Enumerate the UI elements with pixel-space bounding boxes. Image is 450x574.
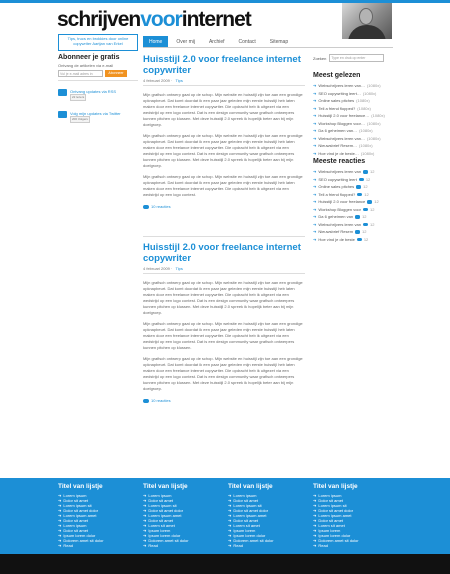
blog-post [143, 242, 305, 403]
arrow-icon: ➔ [228, 493, 232, 498]
post-paragraph: Mijn grafisch ontwerp gaat op de schop. Mijn website en huisstijl zijn toe aan een grondige opknapbeurt. Dat komt doordat ik een paar jaar geleden mijn eerste huisstijl heb laten maken door een freelance internet copywriter. Die opdracht heb ik uitgezet via een wedstrijd op een logo contest. [143, 174, 303, 197]
item-label: Tell a friend flopped? [318, 191, 356, 197]
footer-link-label: Dolor sit amet [148, 518, 174, 523]
arrow-icon: ➔ [313, 523, 317, 528]
search-input[interactable]: Type en druk op enter [329, 54, 384, 62]
author-portrait-image [342, 3, 392, 39]
twitter-feed-link[interactable] [58, 111, 121, 123]
arrow-icon: ➔ [228, 513, 232, 518]
footer-link-label: Lorem sit amet [318, 523, 345, 528]
arrow-icon: ➔ [313, 508, 317, 513]
footer-link[interactable] [228, 543, 274, 548]
most-comments-item[interactable] [313, 236, 379, 244]
subscribe-button[interactable]: Abonneer [105, 70, 127, 77]
arrow-icon: ➔ [143, 513, 147, 518]
footer-list [58, 493, 104, 548]
most-comments-list [313, 168, 379, 243]
arrow-icon: ➔ [313, 135, 317, 141]
comment-bubble-icon [367, 200, 372, 204]
item-label: Huisstijl 2.0 voor freelance [318, 199, 366, 204]
arrow-icon: ➔ [313, 90, 317, 96]
item-count: 12 [364, 191, 369, 197]
arrow-icon: ➔ [58, 523, 62, 528]
item-count: 12 [369, 206, 375, 212]
most-read-item[interactable] [313, 97, 385, 105]
footer-link-label: Dolor sit amet [63, 518, 89, 523]
comment-bubble-icon [143, 205, 149, 209]
footer-link-label: Read [148, 543, 158, 548]
subscribe-title: Abonneer je gratis [58, 54, 120, 61]
comment-bubble-icon [363, 223, 368, 227]
footer-link-label: Dolor sit amet [148, 498, 174, 503]
arrow-icon: ➔ [313, 543, 317, 548]
item-count: (1080x) [357, 105, 371, 111]
arrow-icon: ➔ [58, 528, 62, 533]
most-read-item[interactable] [313, 105, 385, 113]
footer-link-label: Lorem ipsum amet [63, 513, 97, 518]
item-count: (1080x) [359, 143, 373, 148]
post-reactions-link[interactable] [143, 204, 305, 209]
comment-bubble-icon [355, 215, 360, 219]
arrow-icon: ➔ [143, 533, 147, 538]
blog-post [143, 54, 305, 209]
footer-link-label: Lorem ipsum [318, 493, 342, 498]
item-count: (1080x) [366, 83, 381, 88]
footer-link-label: Lorem ipsum sit [148, 503, 177, 508]
item-label: Hoe vind je de beste [318, 236, 355, 242]
most-read-item[interactable] [313, 82, 385, 90]
comment-bubble-icon [363, 170, 368, 174]
arrow-icon: ➔ [228, 518, 232, 523]
rss-icon [58, 89, 67, 96]
item-count: 12 [374, 199, 379, 204]
email-input[interactable]: Vul je e-mail adres in [58, 70, 103, 77]
comment-bubble-icon [357, 238, 362, 242]
twitter-text: Volg mijn updates via Twitter [70, 111, 121, 116]
item-label: Nieuwsbrief Resem… [318, 143, 358, 148]
arrow-icon: ➔ [143, 523, 147, 528]
arrow-icon: ➔ [143, 518, 147, 523]
post-title-link[interactable]: Huisstijl 2.0 voor freelance internet copywriter [143, 242, 301, 264]
footer-link-label: Ipsum lorem dolor [318, 533, 351, 538]
item-label: Webschrijvers leren van [318, 221, 361, 227]
arrow-icon: ➔ [58, 538, 62, 543]
arrow-icon: ➔ [313, 143, 317, 148]
footer-column [58, 483, 104, 548]
footer-link-label: Lorem ipsum sit [63, 503, 92, 508]
post-meta: 4 februari 2009 · Tips [143, 78, 305, 86]
arrow-icon: ➔ [313, 83, 317, 88]
arrow-icon: ➔ [143, 528, 147, 533]
most-read-list [313, 82, 385, 157]
arrow-icon: ➔ [313, 150, 317, 156]
footer-link-label: Dolor sit amet dolor [233, 508, 269, 513]
arrow-icon: ➔ [143, 503, 147, 508]
arrow-icon: ➔ [313, 513, 317, 518]
arrow-icon: ➔ [58, 493, 62, 498]
item-count: (1080x) [360, 150, 375, 156]
most-read-title: Meest gelezen [313, 72, 361, 79]
footer-link-label: Dolor sit amet [318, 518, 344, 523]
item-label: Online sales pitches [318, 98, 355, 103]
item-count: (1080x) [356, 98, 370, 103]
comment-bubble-icon [359, 178, 364, 182]
most-comments-item[interactable] [313, 168, 379, 176]
comment-bubble-icon [356, 185, 361, 189]
arrow-icon: ➔ [313, 169, 317, 174]
item-label: Da 6 geheimen van [318, 214, 354, 219]
search-box [313, 54, 384, 62]
arrow-icon: ➔ [228, 543, 232, 548]
nav-contact[interactable]: Contact [238, 39, 256, 45]
subscribe-form [58, 70, 127, 77]
footer-link-label: Ipsum lorem [318, 528, 341, 533]
portrait-head [359, 8, 373, 25]
footer-column-title: Titel van lijstje [58, 483, 103, 490]
logo-part-1: schrijven [57, 8, 141, 31]
post-date: 4 februari 2009 [143, 78, 170, 83]
post-divider [143, 236, 305, 237]
nav-home[interactable]: Home [143, 36, 168, 47]
arrow-icon: ➔ [313, 113, 317, 118]
item-label: Webschrijvers leren van… [318, 135, 365, 141]
most-comments-item[interactable] [313, 228, 379, 236]
main-navigation [143, 36, 294, 47]
footer-link-label: Lorem ipsum amet [318, 513, 352, 518]
footer-link-label: Ipsum lorem dolor [63, 533, 96, 538]
footer-link-label: Dolorem amet sit dolor [63, 538, 104, 543]
footer-link-label: Ipsum lorem [148, 528, 171, 533]
most-read-item[interactable] [313, 112, 385, 120]
rss-text: Ontvang updates via RSS [70, 89, 117, 94]
footer-link-label: Lorem ipsum [148, 493, 172, 498]
most-read-item[interactable] [313, 120, 385, 128]
footer-link-label: Dolor sit amet dolor [148, 508, 184, 513]
most-comments-item[interactable] [313, 176, 379, 184]
most-read-item[interactable] [313, 135, 385, 143]
footer-list [313, 493, 359, 548]
twitter-counter [70, 116, 90, 123]
footer-link-label: Dolor sit amet [63, 528, 89, 533]
footer-column-title: Titel van lijstje [143, 483, 188, 490]
footer-column [228, 483, 274, 548]
arrow-icon: ➔ [58, 533, 62, 538]
most-comments-item[interactable] [313, 206, 379, 214]
footer-column [143, 483, 189, 548]
arrow-icon: ➔ [313, 221, 317, 227]
item-label: SEO copywriting leert [318, 176, 357, 182]
comment-bubble-icon [363, 208, 368, 212]
logo-part-3: internet [181, 8, 251, 31]
site-logo[interactable] [57, 8, 251, 32]
arrow-icon: ➔ [143, 508, 147, 513]
rss-count: 22 [72, 95, 76, 99]
arrow-icon: ➔ [313, 236, 317, 242]
post-category-link[interactable]: Tips [175, 266, 183, 271]
item-count: (1080x) [371, 113, 385, 118]
logo-part-2: voor [140, 8, 182, 31]
post-paragraph: Mijn grafisch ontwerp gaat op de schop. Mijn website en huisstijl zijn toe aan een grondige opknapbeurt. Dat komt doordat ik een paar jaar geleden mijn eerste huisstijl heb laten maken door een freelance internet copywriter. Die opdracht heb ik uitgezet via een wedstrijd op een logo contest. Dat is een design community waar grafisch ontwerpers kunnen pitchen op klussen. Met deze huisstijl 2.0 spreek ik hopelijk beter aan bij mijn doelgroep. [143, 356, 303, 391]
post-paragraph: Mijn grafisch ontwerp gaat op de schop. Mijn website en huisstijl zijn toe aan een grondige opknapbeurt. Dat komt doordat ik een paar jaar geleden mijn eerste huisstijl heb laten maken door een freelance internet copywriter. Die opdracht heb ik uitgezet via een wedstrijd op een logo contest. Dat is een design community waar grafisch ontwerpers kunnen pitchen op klussen. [143, 321, 303, 350]
subscribe-text: Ontvang de artikelen via e-mail [58, 63, 114, 68]
item-label: Da 6 geheimen van… [318, 128, 358, 133]
item-count: 12 [369, 169, 375, 174]
footer-link-label: Dolor sit amet dolor [318, 508, 354, 513]
footer-list [228, 493, 274, 548]
footer-link-label: Lorem ipsum sit [233, 503, 262, 508]
comment-bubble-icon [355, 230, 360, 234]
post-reactions-count: 10 reacties [151, 204, 171, 209]
arrow-icon: ➔ [313, 105, 317, 111]
most-read-item[interactable] [313, 142, 385, 150]
arrow-icon: ➔ [313, 528, 317, 533]
footer-link[interactable] [58, 543, 104, 548]
most-comments-item[interactable] [313, 198, 379, 206]
footer-link-label: Lorem sit amet [233, 523, 260, 528]
most-comments-item[interactable] [313, 213, 379, 221]
most-read-item[interactable] [313, 127, 385, 135]
footer-link-label: Lorem ipsum sit [318, 503, 347, 508]
footer-link-label: Read [318, 543, 328, 548]
arrow-icon: ➔ [58, 498, 62, 503]
arrow-icon: ➔ [313, 184, 317, 189]
portrait-shoulders [348, 25, 386, 39]
post-paragraph: Mijn grafisch ontwerp gaat op de schop. Mijn website en huisstijl zijn toe aan een grondige opknapbeurt. Dat komt doordat ik een paar jaar geleden mijn eerste huisstijl heb laten maken door een freelance internet copywriter. Die opdracht heb ik uitgezet via een wedstrijd op een logo contest. Dat is een design community waar grafisch ontwerpers kunnen pitchen op klussen. Met deze huisstijl 2.0 spreek ik hopelijk beter aan bij mijn doelgroep. [143, 280, 303, 315]
post-paragraph: Mijn grafisch ontwerp gaat op de schop. Mijn website en huisstijl zijn toe aan een grondige opknapbeurt. Dat komt doordat ik een paar jaar geleden mijn eerste huisstijl heb laten maken door een freelance internet copywriter. Die opdracht heb ik uitgezet via een wedstrijd op een logo contest. Dat is een design community waar grafisch ontwerpers kunnen pitchen op klussen. Met deze huisstijl 2.0 spreek ik hopelijk beter aan bij mijn doelgroep. [143, 92, 303, 127]
arrow-icon: ➔ [143, 538, 147, 543]
footer-link-label: Dolor sit amet [233, 518, 259, 523]
arrow-icon: ➔ [58, 503, 62, 508]
footer-link-label: Dolor sit amet dolor [63, 508, 99, 513]
arrow-icon: ➔ [313, 493, 317, 498]
arrow-icon: ➔ [313, 176, 317, 182]
post-date: 4 februari 2009 [143, 266, 170, 271]
twitter-icon [58, 111, 67, 118]
footer-list [143, 493, 189, 548]
rss-count-label: lezers [76, 95, 85, 99]
arrow-icon: ➔ [313, 533, 317, 538]
item-count: 12 [362, 229, 367, 234]
arrow-icon: ➔ [313, 538, 317, 543]
post-paragraph: Mijn grafisch ontwerp gaat op de schop. Mijn website en huisstijl zijn toe aan een grondige opknapbeurt. Dat komt doordat ik een paar jaar geleden mijn eerste huisstijl heb laten maken door een freelance internet copywriter. Die opdracht heb ik uitgezet via een wedstrijd op een logo contest. Dat is een design community waar grafisch ontwerpers kunnen pitchen op klussen. Met deze huisstijl 2.0 spreek ik hopelijk beter aan bij mijn doelgroep. [143, 133, 303, 168]
footer-link-label: Ipsum lorem dolor [148, 533, 181, 538]
item-count: 12 [362, 214, 367, 219]
footer-column-title: Titel van lijstje [313, 483, 358, 490]
item-count: 12 [369, 221, 375, 227]
most-read-item[interactable] [313, 90, 385, 98]
item-count: (1080x) [366, 135, 381, 141]
rss-counter [70, 94, 86, 101]
footer-link-label: Ipsum lorem [233, 528, 256, 533]
arrow-icon: ➔ [228, 538, 232, 543]
arrow-icon: ➔ [313, 503, 317, 508]
item-label: Workshop Bloggen voor [318, 206, 361, 212]
arrow-icon: ➔ [58, 518, 62, 523]
arrow-icon: ➔ [313, 206, 317, 212]
item-label: Huisstijl 2.0 voor freelance… [318, 113, 370, 118]
most-comments-title: Meeste reacties [313, 158, 366, 165]
arrow-icon: ➔ [228, 508, 232, 513]
comment-bubble-icon [143, 399, 149, 403]
most-comments-item[interactable] [313, 191, 379, 199]
footer-link-label: Dolorem amet sit dolor [318, 538, 359, 543]
rss-feed-link[interactable] [58, 89, 116, 101]
arrow-icon: ➔ [313, 199, 317, 204]
item-label: Workshop Bloggen voor… [318, 120, 365, 126]
footer-link-label: Dolorem amet sit dolor [233, 538, 274, 543]
footer-link-label: Read [233, 543, 243, 548]
footer-column [313, 483, 359, 548]
arrow-icon: ➔ [313, 498, 317, 503]
arrow-icon: ➔ [313, 128, 317, 133]
footer-link-label: Lorem ipsum [63, 493, 87, 498]
arrow-icon: ➔ [143, 493, 147, 498]
arrow-icon: ➔ [228, 503, 232, 508]
item-count: 12 [363, 184, 368, 189]
nav-divider [143, 47, 393, 48]
arrow-icon: ➔ [143, 543, 147, 548]
footer-link-label: Dolor sit amet [233, 498, 259, 503]
footer-link-label: Ipsum lorem dolor [233, 533, 266, 538]
twitter-count-label: Volgers [77, 117, 88, 121]
item-label: Webschrijvers leren van… [318, 83, 365, 88]
item-count: 12 [365, 176, 371, 182]
item-label: Webschrijvers leren van [318, 169, 361, 174]
item-label: Online sales pitches [318, 184, 355, 189]
search-label: Zoeken [313, 55, 327, 61]
most-comments-item[interactable] [313, 183, 379, 191]
post-category-link[interactable]: Tips [175, 78, 183, 83]
footer-link-label: Dolor sit amet [318, 498, 344, 503]
footer-link-label: Dolor sit amet [63, 498, 89, 503]
footer [0, 478, 450, 554]
post-meta: 4 februari 2009 · Tips [143, 266, 305, 274]
arrow-icon: ➔ [313, 120, 317, 126]
item-label: SEO copywriting leert… [318, 90, 361, 96]
post-title-link[interactable]: Huisstijl 2.0 voor freelance internet copywriter [143, 54, 301, 76]
arrow-icon: ➔ [313, 191, 317, 197]
arrow-icon: ➔ [58, 543, 62, 548]
item-label: Tell a friend flopped? [318, 105, 356, 111]
arrow-icon: ➔ [143, 498, 147, 503]
nav-sitemap[interactable]: Sitemap [269, 39, 289, 45]
item-count: 12 [363, 236, 369, 242]
comment-bubble-icon [357, 193, 362, 197]
most-comments-item[interactable] [313, 221, 379, 229]
footer-link-label: Dolorem amet sit dolor [148, 538, 189, 543]
item-label: Nieuwsbrief Resem [318, 229, 354, 234]
item-label: Hoe vind je de beste… [318, 150, 359, 156]
twitter-count: 200 [72, 117, 78, 121]
nav-archief[interactable]: Archief [208, 39, 225, 45]
arrow-icon: ➔ [313, 98, 317, 103]
footer-bottom-bar [0, 554, 450, 574]
footer-link-label: Lorem ipsum amet [233, 513, 267, 518]
arrow-icon: ➔ [313, 518, 317, 523]
footer-link-label: Lorem sit amet [148, 523, 175, 528]
arrow-icon: ➔ [228, 533, 232, 538]
arrow-icon: ➔ [313, 229, 317, 234]
item-count: (1080x) [366, 120, 381, 126]
subscribe-divider [58, 80, 138, 81]
most-read-item[interactable] [313, 150, 385, 158]
post-reactions-count: 10 reacties [151, 398, 171, 403]
footer-link-label: Lorem ipsum [233, 493, 257, 498]
arrow-icon: ➔ [228, 528, 232, 533]
footer-link[interactable] [143, 543, 189, 548]
footer-link-label: Lorem ipsum [63, 523, 87, 528]
nav-over-mij[interactable]: Over mij [176, 39, 195, 45]
footer-column-title: Titel van lijstje [228, 483, 273, 490]
arrow-icon: ➔ [228, 498, 232, 503]
arrow-icon: ➔ [228, 523, 232, 528]
footer-link[interactable] [313, 543, 359, 548]
arrow-icon: ➔ [58, 513, 62, 518]
footer-link-label: Read [63, 543, 73, 548]
post-reactions-link[interactable] [143, 398, 305, 403]
item-count: (1080x) [362, 90, 377, 96]
footer-link-label: Lorem ipsum amet [148, 513, 182, 518]
arrow-icon: ➔ [313, 214, 317, 219]
item-count: (1080x) [359, 128, 373, 133]
site-tagline: Tips, trucs en brokkies door online copywriter Aartjan van Erkel [58, 34, 138, 51]
arrow-icon: ➔ [58, 508, 62, 513]
